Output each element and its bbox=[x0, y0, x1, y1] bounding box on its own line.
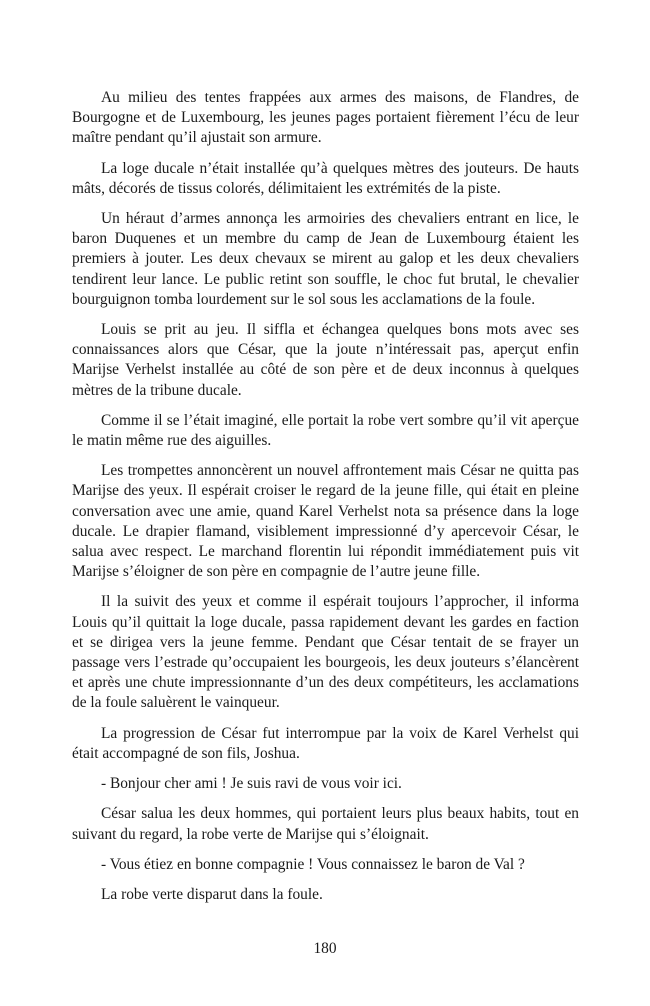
page-body bbox=[72, 88, 579, 915]
page-number: 180 bbox=[313, 940, 337, 957]
paragraph: Au milieu des tentes frappées aux armes des maisons, de Flandres, de Bourgogne et de Luxembourg, les jeunes pages portaient fièrement l’écu de leur maître pendant qu’il ajustait son armure. bbox=[72, 89, 579, 147]
paragraph: Comme il se l’était imaginé, elle portait la robe vert sombre qu’il vit aperçue le matin même rue des aiguilles. bbox=[72, 411, 579, 450]
paragraph: La progression de César fut interrompue par la voix de Karel Verhelst qui était accompagné de son fils, Joshua. bbox=[72, 724, 579, 762]
dialogue-line: - Bonjour cher ami ! Je suis ravi de vous voir ici. bbox=[101, 775, 402, 793]
paragraph: La loge ducale n’était installée qu’à quelques mètres des jouteurs. De hauts mâts, décorés de tissus colorés, délimitaient les extrémités de la piste. bbox=[72, 159, 579, 197]
paragraph: Il la suivit des yeux et comme il espérait toujours l’approcher, il informa Louis qu’il quittait la loge ducale, passa rapidement devant les gardes en faction et se dirigea vers la jeune femme. Pendant que César tentait de se frayer un passage vers l’estrade qu’occupaient les bourgeois, les deux jouteurs s’élancèrent et après une chute impressionnante d’un des deux compétiteurs, les acclamations de la foule saluèrent le vainqueur. bbox=[72, 593, 579, 712]
paragraph: Un héraut d’armes annonça les armoiries des chevaliers entrant en lice, le baron Duquenes et un membre du camp de Jean de Luxembourg étaient les premiers à jouter. Les deux chevaux se mirent au galop et les deux chevaliers tendirent leur lance. Le public retint son souffle, le choc fut brutal, le chevalier bourguignon tomba lourdement sur le sol sous les acclamations de la foule. bbox=[72, 210, 579, 308]
paragraph: Les trompettes annoncèrent un nouvel affrontement mais César ne quitta pas Marijse des yeux. Il espérait croiser le regard de la jeune fille, qui était en pleine conversation avec une amie, quand Karel Verhelst nota sa présence dans la loge ducale. Le drapier flamand, visiblement impressionné d’y apercevoir César, le salua avec respect. Le marchand florentin lui répondit immédiatement puis vit Marijse s’éloigner de son père en compagnie de l’autre jeune fille. bbox=[72, 462, 579, 581]
paragraph: Louis se prit au jeu. Il siffla et échangea quelques bons mots avec ses connaissances alors que César, que la joute n’intéressait pas, aperçut enfin Marijse Verhelst installée au côté de son père et de deux inconnus à quelques mètres de la tribune ducale. bbox=[72, 321, 579, 399]
paragraph: César salua les deux hommes, qui portaient leurs plus beaux habits, tout en suivant du regard, la robe verte de Marijse qui s’éloignait. bbox=[72, 805, 579, 843]
paragraph: La robe verte disparut dans la foule. bbox=[101, 885, 323, 903]
dialogue-line: - Vous étiez en bonne compagnie ! Vous connaissez le baron de Val ? bbox=[101, 855, 525, 873]
